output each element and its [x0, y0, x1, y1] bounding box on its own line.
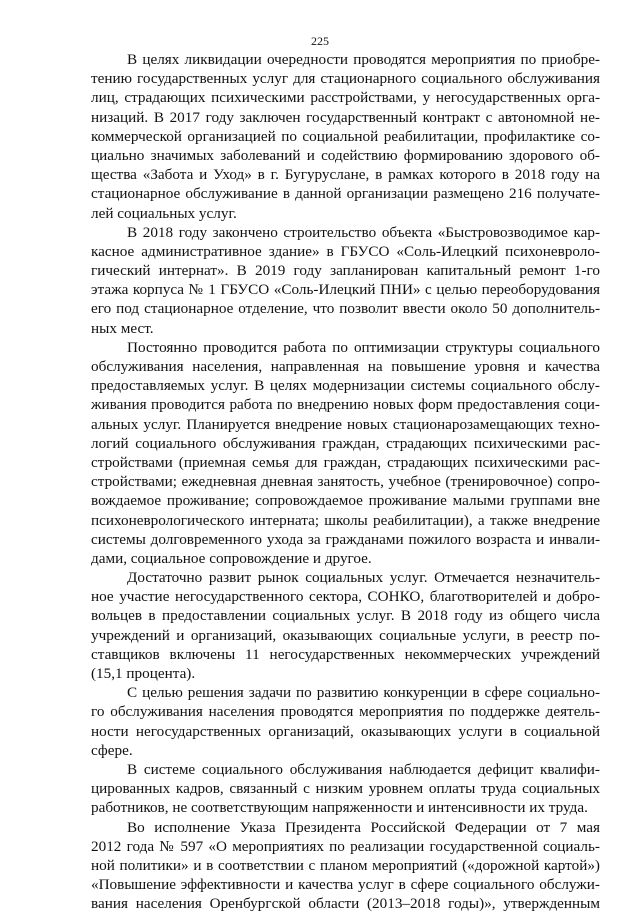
text-line: логий социального обслуживания граждан, страдающих психическими рас- — [91, 434, 600, 453]
paragraph-2 — [91, 223, 600, 338]
text-line: ной политики» и в соответствии с планом мероприятий («дорожной картой») — [91, 856, 600, 875]
paragraph-3 — [91, 338, 600, 568]
text-line: лиц, страдающих психическими расстройствами, у негосударственных орга- — [91, 88, 600, 107]
text-line: психоневрологического интерната; школы реабилитации), а также внедрение — [91, 511, 600, 530]
text-line: стационарное обслуживание в данной организации размещено 216 получате- — [91, 184, 600, 203]
text-line: стройствами; ежедневная дневная занятость, учебное (тренировочное) сопро- — [91, 472, 600, 491]
text-line: сфере. — [91, 741, 600, 760]
text-line: коммерческой организацией по социальной реабилитации, профилактике со- — [91, 127, 600, 146]
text-line: В системе социального обслуживания наблюдается дефицит квалифи- — [91, 760, 600, 779]
text-line: щества «Забота и Уход» в г. Бугуруслане, в рамках которого в 2018 году на — [91, 165, 600, 184]
text-line: Постоянно проводится работа по оптимизации структуры социального — [91, 338, 600, 357]
text-line: живания проводится работа по внедрению новых форм предоставления соци- — [91, 395, 600, 414]
text-line: стройствами (приемная семья для граждан, страдающих психическими рас- — [91, 453, 600, 472]
paragraph-5 — [91, 683, 600, 760]
text-line: вождаемое проживание; сопровождаемое проживание малыми группами вне — [91, 491, 600, 510]
paragraph-1 — [91, 50, 600, 223]
text-line: предоставляемых услуг. В целях модернизации системы социального обслу- — [91, 376, 600, 395]
text-line: (15,1 процента). — [91, 664, 600, 683]
text-line: ное участие негосударственного сектора, СОНКО, благотворителей и добро- — [91, 587, 600, 606]
text-line: В 2018 году закончено строительство объекта «Быстровозводимое кар- — [91, 223, 600, 242]
text-line: гический интернат». В 2019 году запланирован капитальный ремонт 1-го — [91, 261, 600, 280]
text-line: низаций. В 2017 году заключен государственный контракт с автономной не- — [91, 108, 600, 127]
text-line: ных мест. — [91, 319, 600, 338]
text-line: альных услуг. Планируется внедрение новых стационарозамещающих техно- — [91, 415, 600, 434]
text-line: циально значимых заболеваний и содействию формированию здорового об- — [91, 146, 600, 165]
paragraph-4 — [91, 568, 600, 683]
text-line: го обслуживания населения проводятся мероприятия по поддержке деятель- — [91, 702, 600, 721]
paragraph-6 — [91, 760, 600, 818]
text-line: С целью решения задачи по развитию конкуренции в сфере социально- — [91, 683, 600, 702]
text-line: тению государственных услуг для стационарного социального обслуживания — [91, 69, 600, 88]
body-text — [91, 50, 600, 913]
text-line: «Повышение эффективности и качества услуг в сфере социального обслужи- — [91, 875, 600, 894]
text-line: цированных кадров, связанный с низким уровнем оплаты труда социальных — [91, 779, 600, 798]
text-line: учреждений и организаций, оказывающих социальные услуги, в реестр по- — [91, 626, 600, 645]
text-line: вольцев в предоставлении социальных услуг. В 2018 году из общего числа — [91, 606, 600, 625]
text-line: Во исполнение Указа Президента Российской Федерации от 7 мая — [91, 818, 600, 837]
text-line: работников, не соответствующим напряженности и интенсивности их труда. — [91, 798, 600, 817]
text-line: обслуживания населения, направленная на повышение уровня и качества — [91, 357, 600, 376]
text-line: 2012 года № 597 «О мероприятиях по реализации государственной социаль- — [91, 837, 600, 856]
text-line: системы долговременного ухода за гражданами пожилого возраста и инвали- — [91, 530, 600, 549]
text-line: лей социальных услуг. — [91, 204, 600, 223]
text-line: дами, социальное сопровождение и другое. — [91, 549, 600, 568]
text-line: ставщиков включены 11 негосударственных некоммерческих учреждений — [91, 645, 600, 664]
text-line: В целях ликвидации очередности проводятся мероприятия по приобре- — [91, 50, 600, 69]
page-number: 225 — [0, 34, 640, 48]
text-line: ности негосударственных организаций, оказывающих услуги в социальной — [91, 722, 600, 741]
text-line: этажа корпуса № 1 ГБУСО «Соль-Илецкий ПНИ» с целью переоборудования — [91, 280, 600, 299]
text-line: вания населения Оренбургской области (2013–2018 годы)», утвержденным — [91, 894, 600, 913]
paragraph-7 — [91, 818, 600, 913]
text-line: касное административное здание» в ГБУСО «Соль-Илецкий психоневроло- — [91, 242, 600, 261]
text-line: Достаточно развит рынок социальных услуг. Отмечается незначитель- — [91, 568, 600, 587]
text-line: его под стационарное отделение, что позволит ввести около 50 дополнитель- — [91, 299, 600, 318]
